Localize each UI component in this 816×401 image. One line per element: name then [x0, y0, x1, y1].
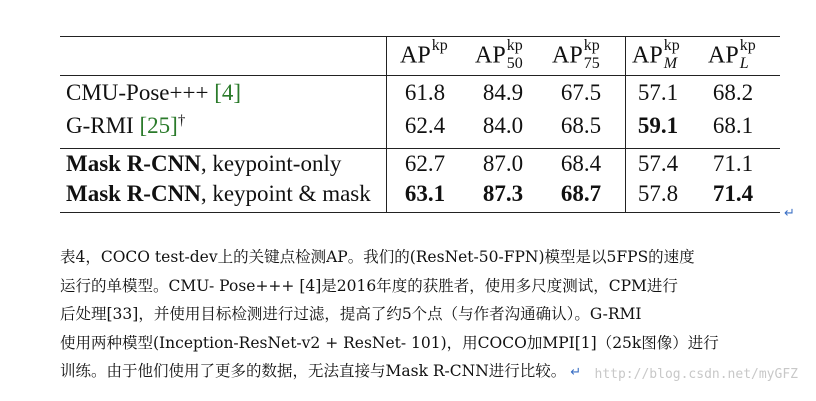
table-cell: 63.1 [404, 181, 446, 206]
table-bottom-rule [60, 212, 780, 213]
row-method: CMU-Pose+++ [4] [66, 80, 242, 105]
table-cell: 68.5 [560, 113, 602, 138]
caption-line: 使用两种模型(Inception-ResNet-v2 + ResNet- 101)，用COCO加MPI[1]（25k图像）进行 [60, 333, 719, 352]
watermark: http://blog.csdn.net/myGFZ [594, 367, 798, 382]
table-cell: 59.1 [637, 113, 679, 138]
table-cell: 87.3 [482, 181, 524, 206]
caption-line: 运行的单模型。CMU- Pose+++ [4]是2016年度的获胜者，使用多尺度测试，CPM进行 [60, 276, 678, 295]
citation-link[interactable]: [4] [214, 80, 242, 105]
caption-line: 表4，COCO test-dev上的关键点检测AP。我们的(ResNet-50-FPN)模型是以5FPS的速度 [60, 248, 695, 266]
table-cell: 71.1 [712, 151, 754, 176]
table-group-rule [60, 148, 780, 149]
header-ap75: AP kp 75 [552, 37, 600, 72]
table-cell: 67.5 [560, 80, 602, 105]
table-cell: 87.0 [482, 151, 524, 176]
row-method: Mask R-CNN, keypoint & mask [66, 181, 371, 206]
table-cell: 57.1 [637, 80, 679, 105]
table-cell: 68.4 [560, 151, 602, 176]
table-cell: 71.4 [712, 181, 754, 206]
table-cell: 62.7 [404, 151, 446, 176]
header-apm: AP kp M [632, 37, 680, 72]
table-cell: 62.4 [404, 113, 446, 138]
table-cell: 84.0 [482, 113, 524, 138]
citation-link[interactable]: [25] [139, 113, 178, 138]
table-method-divider [386, 36, 387, 213]
row-method: Mask R-CNN, keypoint-only [66, 151, 342, 176]
table-header-rule [60, 75, 780, 76]
caption-line: 训练。由于他们使用了更多的数据，无法直接与Mask R-CNN进行比较。 ↵ [60, 362, 582, 380]
row-method: G-RMI [25]† [66, 112, 186, 138]
table-cell: 84.9 [482, 80, 524, 105]
table-cell: 57.8 [637, 181, 679, 206]
table-cell: 68.2 [712, 80, 754, 105]
header-apl: AP kp L [708, 37, 756, 72]
table-cell: 57.4 [637, 151, 679, 176]
table-cell: 61.8 [404, 80, 446, 105]
caption-line: 后处理[33]，并使用目标检测进行过滤，提高了约5个点（与作者沟通确认）。G-RMI [60, 305, 642, 323]
table-caption [60, 243, 790, 388]
header-ap50: AP kp 50 [475, 37, 523, 72]
return-mark-icon: ↵ [784, 206, 795, 221]
table-cell: 68.7 [560, 181, 602, 206]
return-mark-icon: ↵ [570, 365, 582, 380]
results-table [60, 22, 795, 222]
table-cell: 68.1 [712, 113, 754, 138]
header-ap: AP kp [400, 37, 448, 69]
